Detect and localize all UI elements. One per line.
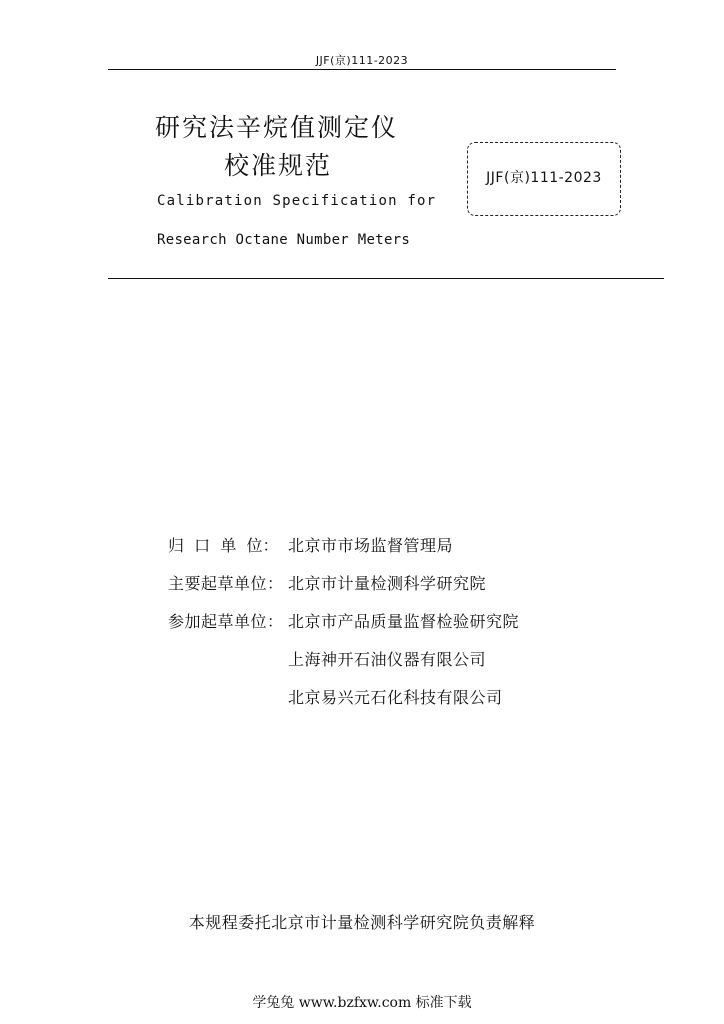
participants-row bbox=[168, 685, 519, 723]
responsible-unit-row bbox=[168, 533, 519, 571]
organization-block bbox=[168, 533, 519, 723]
participant-item: 北京易兴元石化科技有限公司 bbox=[288, 688, 503, 707]
participants-label: 参加起草单位： bbox=[168, 612, 284, 631]
watermark-text: 学兔兔 www.bzfxw.com 标准下载 bbox=[252, 995, 472, 1011]
interpretation-note: 本规程委托北京市计量检测科学研究院负责解释 bbox=[188, 913, 536, 932]
english-title-line1: Calibration Specification for bbox=[157, 193, 437, 209]
main-drafter-row bbox=[168, 571, 519, 609]
main-drafter-value: 北京市计量检测科学研究院 bbox=[288, 574, 487, 593]
participants-row bbox=[168, 647, 519, 685]
participant-item: 北京市产品质量监督检验研究院 bbox=[288, 612, 520, 631]
participant-item: 上海神开石油仪器有限公司 bbox=[288, 650, 487, 669]
top-divider bbox=[108, 69, 616, 70]
document-title-line1: 研究法辛烷值测定仪 bbox=[155, 113, 399, 142]
responsible-unit-label: 归 口 单 位： bbox=[168, 536, 279, 555]
main-drafter-label: 主要起草单位： bbox=[168, 574, 284, 593]
document-code-box bbox=[467, 142, 621, 216]
document-code: JJF(京)111-2023 bbox=[486, 170, 602, 186]
header-code: JJF(京)111-2023 bbox=[315, 54, 409, 67]
participants-row bbox=[168, 609, 519, 647]
document-title-line2: 校准规范 bbox=[224, 151, 333, 180]
middle-divider bbox=[108, 278, 664, 279]
english-title-line2: Research Octane Number Meters bbox=[157, 232, 411, 248]
responsible-unit-value: 北京市市场监督管理局 bbox=[288, 536, 454, 555]
